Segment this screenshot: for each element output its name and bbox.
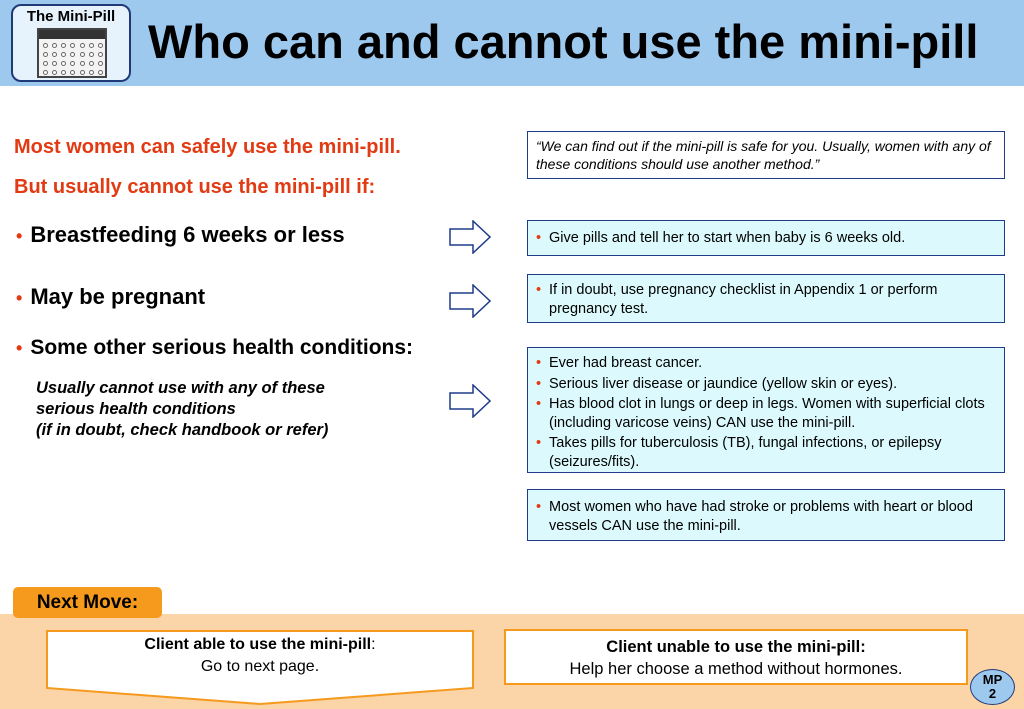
note-line: Usually cannot use with any of these	[36, 379, 325, 397]
bullet-dot: •	[16, 288, 23, 308]
bullet-dot: •	[536, 499, 542, 515]
note-line: (if in doubt, check handbook or refer)	[36, 421, 329, 439]
intro-line-1: Most women can safely use the mini-pill.	[14, 136, 401, 158]
stroke-note-box	[527, 489, 1005, 541]
list-item	[536, 281, 994, 318]
bullet-dot: •	[536, 230, 542, 246]
right-arrow-icon	[449, 284, 491, 318]
bullet-pregnant	[16, 284, 205, 310]
bullet-dot: •	[536, 435, 542, 451]
pill-pack-icon	[37, 28, 107, 78]
pregnant-advice-box	[527, 274, 1005, 323]
health-conditions-note	[36, 378, 328, 441]
list-item	[536, 395, 994, 432]
client-able-title: Client able to use the mini-pill	[144, 636, 372, 653]
list-item	[536, 498, 994, 535]
right-arrow-icon	[449, 384, 491, 418]
client-able-content	[46, 634, 474, 678]
page-number-badge	[970, 669, 1015, 705]
bullet-dot: •	[16, 226, 23, 246]
list-item	[536, 229, 994, 248]
bullet-dot: •	[536, 282, 542, 298]
quote-text: “We can find out if the mini-pill is safe for you. Usually, women with any of these conditions should use another method.”	[536, 138, 991, 172]
page-code: MP	[982, 672, 1003, 687]
condition-text: Serious liver disease or jaundice (yellow skin or eyes).	[549, 375, 898, 392]
client-unable-box	[504, 629, 968, 685]
bullet-breastfeeding	[16, 222, 345, 248]
bullet-dot: •	[536, 396, 542, 412]
client-unable-action: Help her choose a method without hormones.	[569, 660, 903, 678]
stroke-note-text: Most women who have had stroke or problems with heart or blood vessels CAN use the mini-pill.	[549, 499, 973, 534]
quote-box	[527, 131, 1005, 179]
logo-label: The Mini-Pill	[26, 8, 116, 25]
bullet-pregnant-text: May be pregnant	[30, 284, 206, 309]
bullet-dot: •	[536, 375, 542, 392]
bullet-dot: •	[16, 338, 23, 358]
list-item	[536, 375, 994, 394]
next-move-label: Next Move:	[13, 587, 162, 618]
bullet-health-conditions	[16, 336, 413, 360]
logo	[11, 4, 131, 82]
condition-text: Ever had breast cancer.	[549, 355, 703, 371]
breastfeeding-advice-box	[527, 220, 1005, 256]
conditions-box	[527, 347, 1005, 473]
client-unable-title: Client unable to use the mini-pill:	[606, 638, 866, 656]
client-able-action: Go to next page.	[200, 658, 320, 675]
bullet-health-conditions-text: Some other serious health conditions:	[30, 336, 414, 359]
page-number: 2	[988, 686, 997, 701]
right-arrow-icon	[449, 220, 491, 254]
pregnant-advice-text: If in doubt, use pregnancy checklist in Appendix 1 or perform pregnancy test.	[549, 282, 938, 317]
list-item	[536, 434, 994, 471]
client-able-colon: :	[371, 636, 376, 653]
condition-text: Takes pills for tuberculosis (TB), fungal infections, or epilepsy (seizures/fits).	[549, 435, 942, 470]
page-title: Who can and cannot use the mini-pill	[148, 15, 979, 68]
header-bar	[0, 0, 1024, 86]
bullet-breastfeeding-text: Breastfeeding 6 weeks or less	[30, 222, 345, 247]
note-line: serious health conditions	[36, 400, 236, 418]
intro-line-2: But usually cannot use the mini-pill if:	[14, 176, 376, 198]
breastfeeding-advice-text: Give pills and tell her to start when baby is 6 weeks old.	[549, 230, 906, 246]
list-item	[536, 354, 994, 373]
condition-text: Has blood clot in lungs or deep in legs. Women with superficial clots (including varicose veins) CAN use the mini-pill.	[549, 396, 985, 431]
bullet-dot: •	[536, 355, 542, 371]
